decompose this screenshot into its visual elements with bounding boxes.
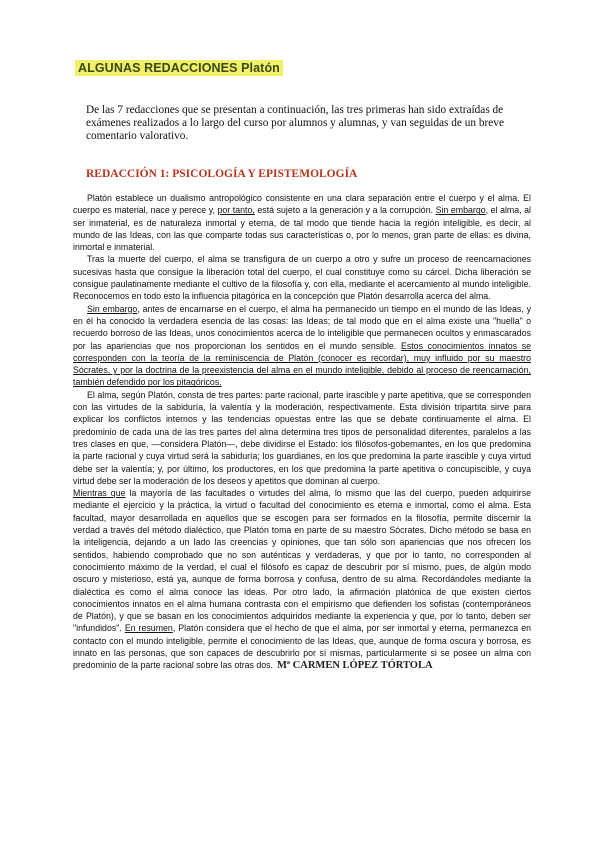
paragraph-2: Tras la muerte del cuerpo, el alma se transfigura de un cuerpo a otro y sufre un proceso de reencarnaciones sucesivas hasta que consigue la liberación total del cuerpo, el cual constituye como su cárcel. Dicha liberación se consigue paulatinamente mediante el cultivo de la filosofía y, con ella, mediante el acercamiento al mundo inteligible. Reconocemos en todo esto la influencia pitagórica en la concepción que Platón desarrolla acerca del alma. — [73, 254, 531, 302]
p5-underline-2: En resumen — [124, 623, 173, 634]
p5-text-b: , Platón considera que el hecho de que el alma, por ser inmortal y eterna, permanezca en contacto con el mundo inteligible, permite el conocimiento de las Ideas, que, aunque de forma oscura y borrosa, es innato en las personas, que son capaces de descubrirlo por sí mismas, particularmente si se posee un alma con predominio de la parte racional sobre las otras dos. — [73, 623, 531, 671]
paragraph-5 — [73, 487, 531, 672]
p1-underline-1: por tanto, — [217, 205, 255, 216]
p3-underline-2: Estos conocimientos innatos se corresponden con la teoría de la reminiscencia de Platón (conocer es recordar), muy influido por su maestro Sócrates, y por la doctrina de la preexistencia del alma en el mundo inteligible, debido al proceso de reencarnación, también defendido por los pitagóricos. — [73, 340, 531, 388]
p3-text-a: , antes de encarnarse en el cuerpo, el alma ha permanecido un tiempo en el mundo de las Ideas, y en él ha conocido la verdadera esencia de las cosas: las Ideas; de tal modo que en el alma existe una "huella" o recuerdo borroso de las Ideas, unos conocimientos acerca de lo inteligible que permanecen ocultos y enmascarados por las apariencias que nos proporcionan los sentidos en el mundo sensible. — [73, 303, 531, 351]
p3-underline-1: Sin embargo — [87, 303, 138, 314]
page-title: ALGUNAS REDACCIONES Platón — [75, 60, 283, 76]
author-signature: Mª CARMEN LÓPEZ TÓRTOLA — [277, 660, 433, 672]
p5-underline-1: Mientras que — [73, 488, 126, 499]
p1-text-c: , el alma, al ser inmaterial, es de naturaleza inmortal y eterna, de tal modo que tiende hacia la región inteligible, es decir, al mundo de las Ideas, con las que comparte todas sus características o, por lo menos, gran parte de ellas: es divina, inmortal e inmaterial. — [73, 205, 532, 253]
p5-text-a: la mayoría de las facultades o virtudes del alma, lo mismo que las del cuerpo, pueden adquirirse mediante el ejercicio y la práctica, la virtud o facultad del conocimiento es eterna e inmortal, como el alma. Esta facultad, mayor desarrollada en aquellos que se escogen para ser formados en la filosofía, permite discernir la verdad a través del método dialéctico, que Platón toma en parte de su maestro Sócrates. Dicho método se basa en la inteligencia, dejando a un lado las creencias y opiniones, que tan sólo son apariencias que nos ofrecen los sentidos, habiendo comprobado que no son auténticas y verdaderas, y que por lo tanto, no corresponden al conocimiento máximo de la verdad, el cual el filósofo es capaz de descubrir por sí mismo, pues, de algún modo oscuro y misterioso, está ya, aunque de forma borrosa y confusa, dentro de su alma. Recordándoles mediante la dialéctica es como el alma conoce las ideas. Por otro lado, la afirmación platónica de que existen ciertos conocimientos innatos en el alma humana contrasta con el empirismo que defienden los sofistas (contemporáneos de Platón), y que se basan en los conocimientos adquiridos mediante la experiencia y que, por lo tanto, deben ser "infundidos". — [73, 488, 532, 634]
p1-text-b: está sujeto a la generación y a la corrupción. — [254, 205, 436, 216]
paragraph-1 — [73, 192, 531, 253]
section-title: REDACCIÓN 1: PSICOLOGÍA Y EPISTEMOLOGÍA — [86, 168, 358, 180]
p1-text-a: Platón establece un dualismo antropológico consistente en una clara separación entre el cuerpo y el alma. El cuerpo es material, nace y perece y, — [73, 193, 531, 216]
paragraph-3 — [73, 303, 531, 389]
paragraph-4: El alma, según Platón, consta de tres partes: parte racional, parte irascible y parte apetitiva, que se corresponden con las virtudes de la sabiduría, la valentía y la moderación, respectivamente. Esta división tripartita sirve para explicar los conflictos internos y las tendencias opuestas entre las que se debate continuamente el alma. El predominio de cada una de las tres partes del alma determina tres tipos de personalidad diferentes, paralelos a las tres clases en que, —considera Platón—, debe dividirse el Estado: los filósofos-gobernantes, en los que predomina la parte racional y cuya virtud será la sabiduría; los guardianes, en los que predomina la parte irascible y cuya virtud debe ser la valentía; y, por último, los productores, en los que predomina la parte apetitiva o concupiscible, y cuya virtud debe ser la moderación de los deseos y apetitos que dominan al cuerpo. — [73, 389, 531, 486]
p1-underline-2: Sin embargo — [435, 205, 486, 216]
intro-paragraph: De las 7 redacciones que se presentan a continuación, las tres primeras han sido extraídas de exámenes realizados a lo largo del curso por alumnos y alumnas, y van seguidas de un breve comentario valorativo. — [86, 104, 504, 142]
essay-body — [73, 192, 531, 673]
